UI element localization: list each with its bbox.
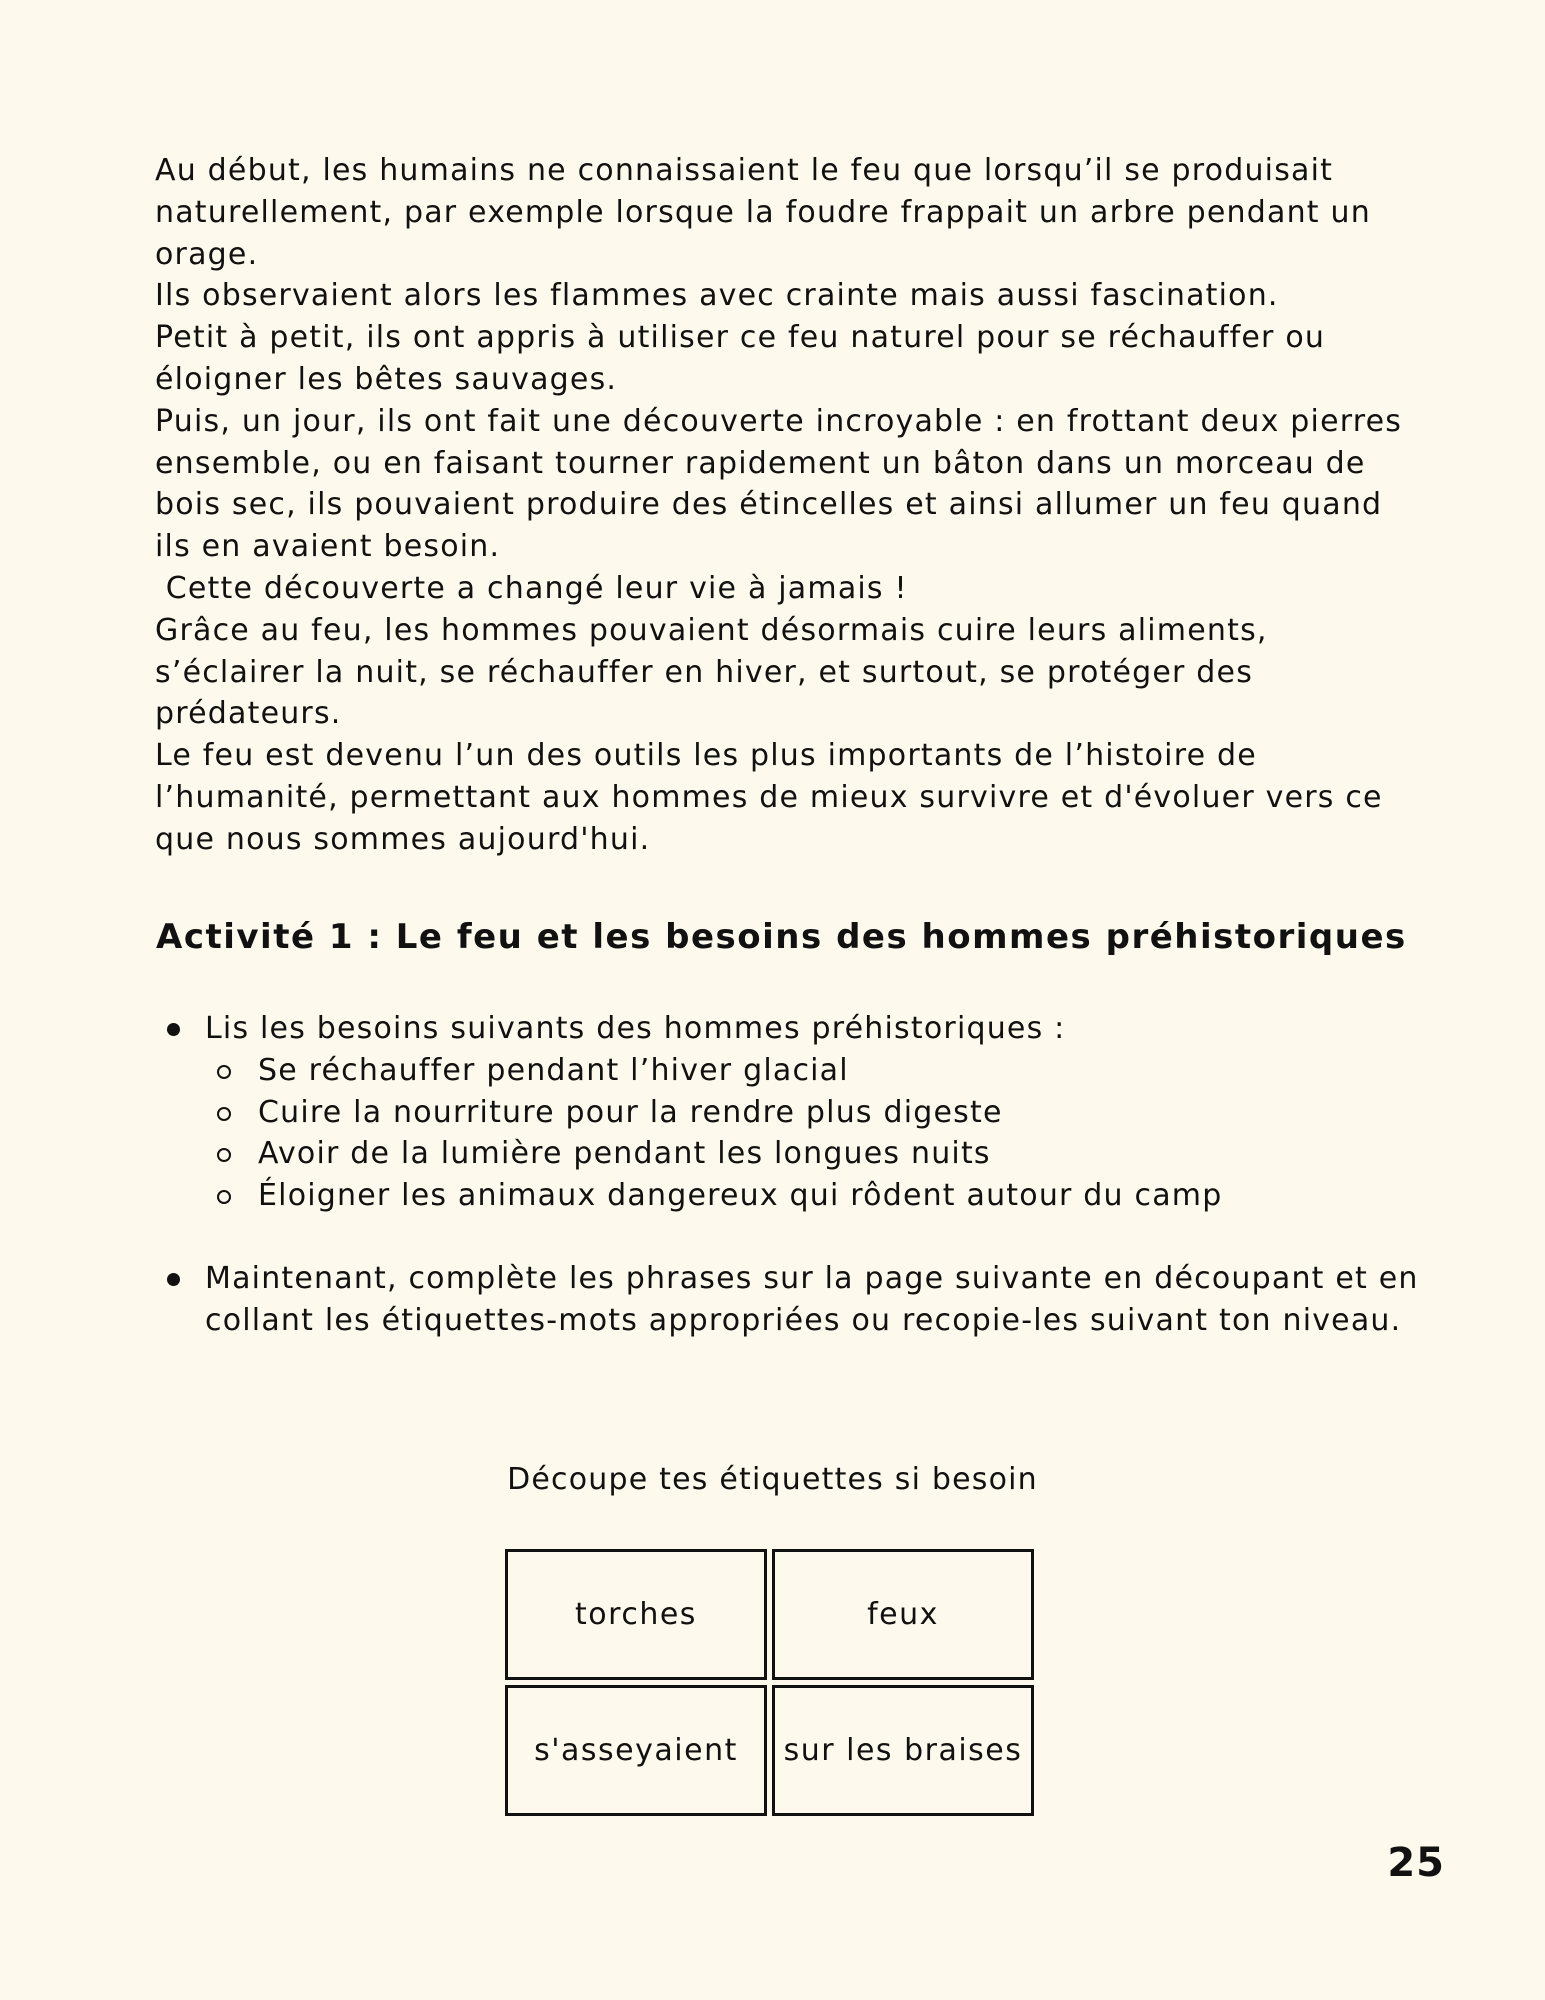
circle-bullet-icon (217, 1190, 231, 1204)
bullet-dot-icon (167, 1023, 180, 1036)
circle-bullet-icon (217, 1107, 231, 1121)
bullet-dot-icon (167, 1273, 180, 1286)
intro-paragraph: Le feu est devenu l’un des outils les plus importants de l’histoire de l’humanité, permettant aux hommes de mieux survivre et d'évoluer vers ce que nous sommes aujourd'hui. (155, 738, 1394, 857)
need-text: Se réchauffer pendant l’hiver glacial (258, 1052, 849, 1088)
word-label[interactable]: sur les braises (772, 1685, 1034, 1816)
intro-paragraph: Au début, les humains ne connaissaient le feu que lorsqu’il se produisait naturellement, par exemple lorsque la foudre frappait un arbre pendant un orage. (155, 153, 1382, 272)
bullet-text: Maintenant, complète les phrases sur la page suivante en découpant et en collant les étiquettes-mots appropriées ou recopie-les suivant ton niveau. (205, 1260, 1419, 1338)
need-text: Avoir de la lumière pendant les longues nuits (258, 1136, 991, 1172)
intro-paragraph: Puis, un jour, ils ont fait une découverte incroyable : en frottant deux pierres ensemble, ou en faisant tourner rapidement un bâton dans un morceau de bois sec, ils pouvaient produire des étincelles et ainsi allumer un feu quand ils en avaient besoin. (155, 403, 1413, 565)
word-labels-grid (505, 1549, 1034, 1816)
circle-bullet-icon (217, 1065, 231, 1079)
page-number: 25 (1387, 1840, 1445, 1886)
activity-title: Activité 1 : Le feu et les besoins des hommes préhistoriques (156, 917, 1407, 957)
intro-paragraph: Ils observaient alors les flammes avec crainte mais aussi fascination. (155, 278, 1279, 314)
list-item (155, 1050, 1425, 1092)
intro-text (155, 150, 1415, 861)
bullet-item (155, 1258, 1425, 1342)
intro-paragraph: Grâce au feu, les hommes pouvaient désormais cuire leurs aliments, s’éclairer la nuit, se réchauffer en hiver, et surtout, se protéger des prédateurs. (155, 612, 1279, 732)
list-item (155, 1133, 1425, 1175)
needs-list (205, 1050, 1425, 1217)
activity-instructions (155, 1008, 1425, 1342)
need-text: Éloigner les animaux dangereux qui rôdent autour du camp (258, 1178, 1223, 1214)
circle-bullet-icon (217, 1148, 231, 1162)
list-item (155, 1092, 1425, 1134)
intro-paragraph: Petit à petit, ils ont appris à utiliser ce feu naturel pour se réchauffer ou éloigner les bêtes sauvages. (155, 320, 1336, 397)
need-text: Cuire la nourriture pour la rendre plus digeste (258, 1094, 1003, 1130)
word-label[interactable]: feux (772, 1549, 1034, 1680)
word-label[interactable]: s'asseyaient (505, 1685, 767, 1816)
list-item (155, 1175, 1425, 1217)
intro-paragraph: Cette découverte a changé leur vie à jamais ! (155, 570, 908, 606)
word-label[interactable]: torches (505, 1549, 767, 1680)
bullet-text: Lis les besoins suivants des hommes préhistoriques : (205, 1011, 1066, 1046)
bullet-item (155, 1008, 1425, 1217)
cut-instruction: Découpe tes étiquettes si besoin (507, 1462, 1038, 1497)
